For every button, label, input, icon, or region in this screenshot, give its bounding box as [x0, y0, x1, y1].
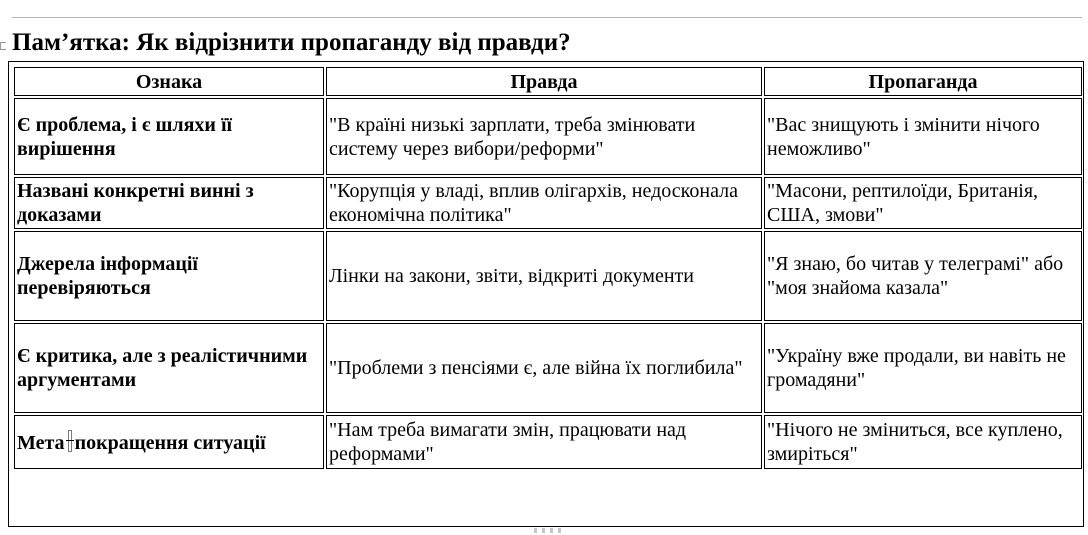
propaganda-cell: "Я знаю, бо читав у телеграмі" або "моя знайома казала": [764, 231, 1082, 321]
header-feature: Ознака: [14, 67, 324, 96]
table-row: [14, 323, 1082, 413]
truth-cell: "Корупція у владі, вплив олігархів, недосконала економічна політика": [326, 177, 762, 229]
table-row: [14, 177, 1082, 229]
comparison-table: [12, 65, 1084, 471]
dash-cursor-icon: [68, 430, 72, 452]
feature-cell: Названі конкретні винні з доказами: [14, 177, 324, 229]
top-divider: [12, 17, 1082, 18]
feature-text-start: Мета: [17, 431, 65, 454]
table-row: [14, 231, 1082, 321]
feature-cell: Є критика, але з реалістичними аргументами: [14, 323, 324, 413]
propaganda-cell: "Вас знищують і змінити нічого неможливо": [764, 98, 1082, 175]
table-header-row: [14, 67, 1082, 96]
header-truth: Правда: [326, 67, 762, 96]
truth-cell: "В країні низькі зарплати, треба змінювати систему через вибори/реформи": [326, 98, 762, 175]
truth-cell: "Проблеми з пенсіями є, але війна їх поглибила": [326, 323, 762, 413]
table-row: [14, 415, 1082, 469]
paragraph-anchor-icon: [0, 42, 6, 50]
feature-cell: Джерела інформації перевіряються: [14, 231, 324, 321]
page-title: Пам’ятка: Як відрізнити пропаганду від правди?: [12, 29, 571, 56]
handle-dot: [534, 528, 537, 533]
handle-dot: [550, 528, 553, 533]
handle-dot: [558, 528, 561, 533]
table-row: [14, 98, 1082, 175]
feature-cell: Є проблема, і є шляхи її вирішення: [14, 98, 324, 175]
truth-cell: Лінки на закони, звіти, відкриті документи: [326, 231, 762, 321]
propaganda-cell: "Масони, рептилоїди, Британія, США, змови": [764, 177, 1082, 229]
propaganda-cell: "Україну вже продали, ви навіть не громадяни": [764, 323, 1082, 413]
table-resize-handle[interactable]: [516, 528, 578, 535]
propaganda-cell: "Нічого не зміниться, все куплено, змиріться": [764, 415, 1082, 469]
truth-cell: "Нам треба вимагати змін, працювати над реформами": [326, 415, 762, 469]
feature-text-end: покращення ситуації: [74, 431, 266, 454]
header-propaganda: Пропаганда: [764, 67, 1082, 96]
feature-cell: [14, 415, 324, 469]
handle-dot: [542, 528, 545, 533]
